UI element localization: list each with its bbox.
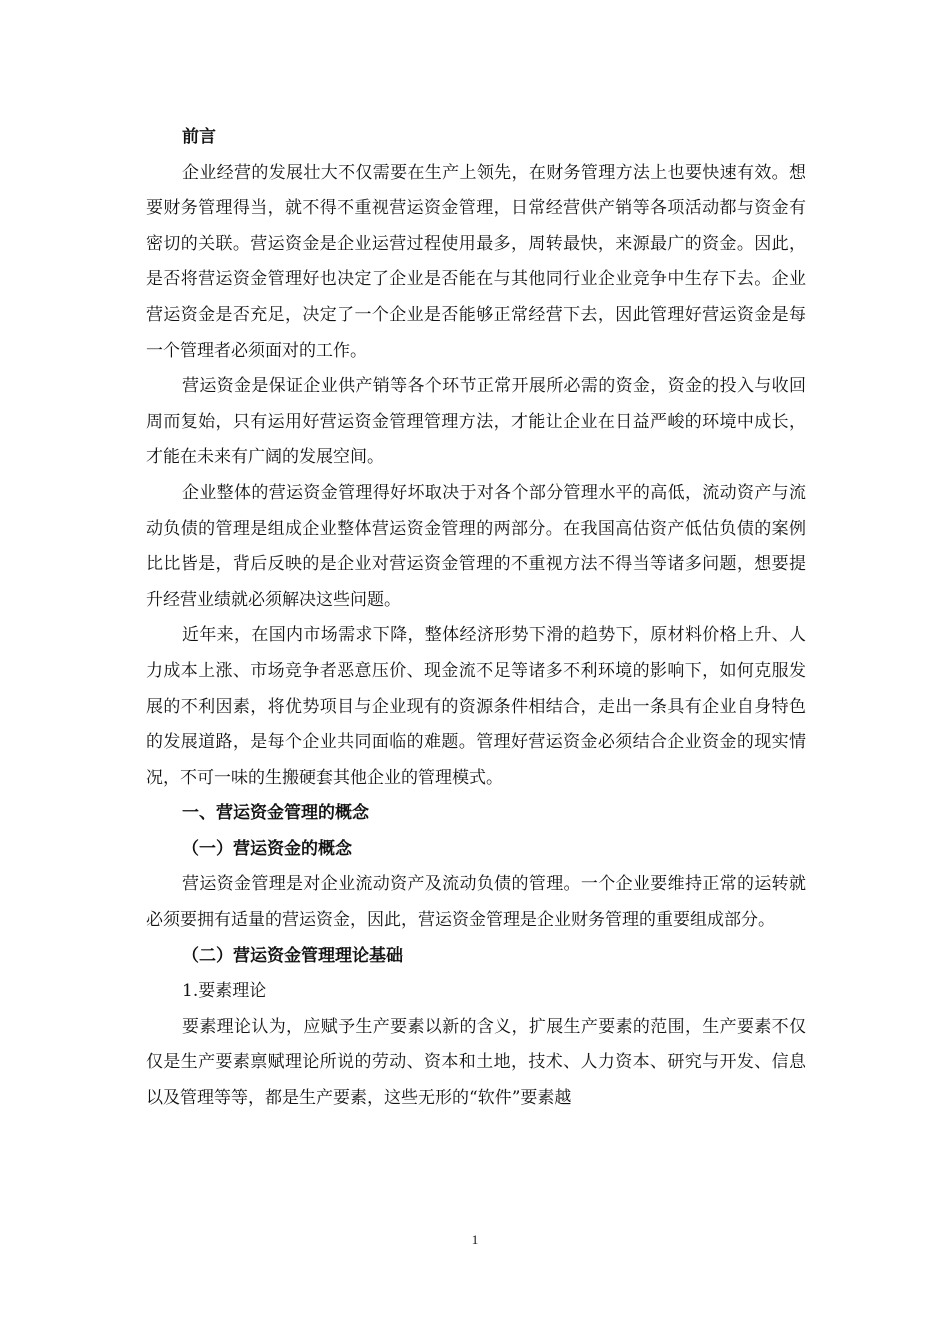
heading-subsection-2: （二）营运资金管理理论基础	[182, 945, 403, 966]
paragraph-4: 近年来，在国内市场需求下降，整体经济形势下滑的趋势下，原材料价格上升、人力成本上涨、市场竞争者恶意压价、现金流不足等诸多不利环境的影响下，如何克服发展的不利因素，将优势项目与企业现有的资源条件相结合，走出一条具有企业自身特色的发展道路，是每个企业共同面临的难题。管理好营运资金必须结合企业资金的现实情况，不可一味的生搬硬套其他企业的管理模式。	[146, 625, 806, 788]
paragraph-1: 企业经营的发展壮大不仅需要在生产上领先，在财务管理方法上也要快速有效。想要财务管理得当，就不得不重视营运资金管理，日常经营供产销等各项活动都与资金有密切的关联。营运资金是企业运营过程使用最多，周转最快，来源最广的资金。因此，是否将营运资金管理好也决定了企业是否能在与其他同行业企业竞争中生存下去。企业营运资金是否充足，决定了一个企业是否能够正常经营下去，因此管理好营运资金是每一个管理者必须面对的工作。	[146, 162, 806, 361]
heading-subsection-1: （一）营运资金的概念	[182, 838, 352, 859]
paragraph-2: 营运资金是保证企业供产销等各个环节正常开展所必需的资金，资金的投入与收回周而复始，只有运用好营运资金管理管理方法，才能让企业在日益严峻的环境中成长，才能在未来有广阔的发展空间。	[146, 376, 806, 468]
page-number: 1	[471, 1232, 479, 1247]
heading-preface: 前言	[182, 127, 216, 147]
paragraph-3: 企业整体的营运资金管理得好坏取决于对各个部分管理水平的高低，流动资产与流动负债的管理是组成企业整体营运资金管理的两部分。在我国高估资产低估负债的案例比比皆是，背后反映的是企业对营运资金管理的不重视方法不得当等诸多问题，想要提升经营业绩就必须解决这些问题。	[146, 482, 806, 610]
paragraph-5: 营运资金管理是对企业流动资产及流动负债的管理。一个企业要维持正常的运转就必须要拥有适量的营运资金，因此，营运资金管理是企业财务管理的重要组成部分。	[146, 874, 806, 931]
paragraph-6: 要素理论认为，应赋予生产要素以新的含义，扩展生产要素的范围，生产要素不仅仅是生产要素禀赋理论所说的劳动、资本和土地，技术、人力资本、研究与开发、信息以及管理等等，都是生产要素，这些无形的“软件”要素越	[146, 1016, 806, 1109]
page-content	[146, 120, 806, 1117]
item-1-title: 1.要素理论	[182, 981, 267, 1002]
heading-section-1: 一、营运资金管理的概念	[182, 803, 369, 824]
